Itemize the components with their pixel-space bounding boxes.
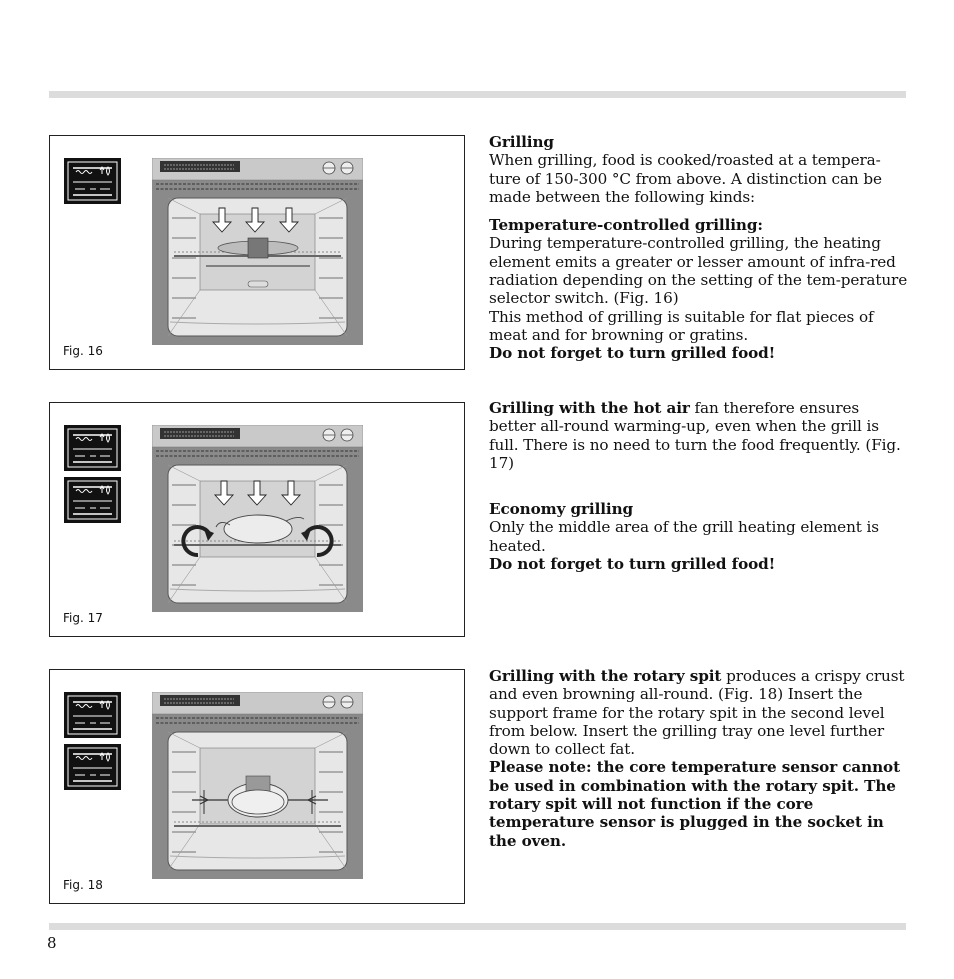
grill-mode-icon — [64, 744, 121, 790]
sub-heading: Economy grilling — [489, 500, 634, 519]
top-divider — [49, 91, 906, 98]
oven-grill-illustration — [152, 158, 363, 345]
grill-mode-icon — [64, 158, 121, 204]
rotary-spit-section — [489, 667, 909, 850]
rotary-spit-mode-icon — [64, 692, 121, 738]
oven-hot-air-illustration — [152, 425, 363, 612]
lead-text: produces a crispy crust and even browning all-round. (Fig. 18) Insert the support frame for the rotary spit in the second level from below. Insert the grilling tray one level further down to collect fat. — [489, 667, 905, 759]
paragraph: This method of grilling is suitable for flat pieces of meat and for browning or gratins. — [489, 307, 874, 344]
warning-text: Do not forget to turn grilled food! — [489, 555, 776, 574]
figure-caption: Fig. 18 — [63, 878, 103, 892]
sub-heading: Temperature-controlled grilling: — [489, 216, 763, 235]
figure-caption: Fig. 16 — [63, 344, 103, 358]
section-heading: Grilling — [489, 133, 554, 151]
paragraph: Only the middle area of the grill heating element is heated. — [489, 518, 879, 555]
bottom-divider — [49, 923, 906, 930]
grill-mode-icon — [64, 477, 121, 523]
figure-16 — [49, 135, 465, 370]
lead-bold: Grilling with the rotary spit — [489, 667, 722, 685]
lead-bold: Grilling with the hot air — [489, 399, 690, 417]
hot-air-grill-mode-icon — [64, 425, 121, 471]
figure-17 — [49, 402, 465, 637]
figure-18 — [49, 669, 465, 904]
note-text: Please note: the core temperature sensor cannot be used in combination with the rotary spit. The rotary spit will not function if the core temperature sensor is plugged in the socket in the oven. — [489, 758, 900, 850]
grilling-section — [489, 133, 909, 363]
lead-text: fan therefore ensures better all-round warming-up, even when the grill is full. There is no need to turn the food frequently. (Fig. 17) — [489, 399, 901, 472]
warning-text: Do not forget to turn grilled food! — [489, 344, 776, 363]
figure-caption: Fig. 17 — [63, 611, 103, 625]
hot-air-grilling-section — [489, 399, 909, 573]
oven-rotary-spit-illustration — [152, 692, 363, 879]
paragraph: When grilling, food is cooked/roasted at a tempera-ture of 150-300 °C from above. A distinction can be made between the following kinds: — [489, 151, 882, 206]
page-number: 8 — [47, 934, 57, 952]
paragraph: During temperature-controlled grilling, the heating element emits a greater or lesser amount of infra-red radiation depending on the setting of the tem-perature selector switch. (Fig. 16) — [489, 234, 908, 308]
